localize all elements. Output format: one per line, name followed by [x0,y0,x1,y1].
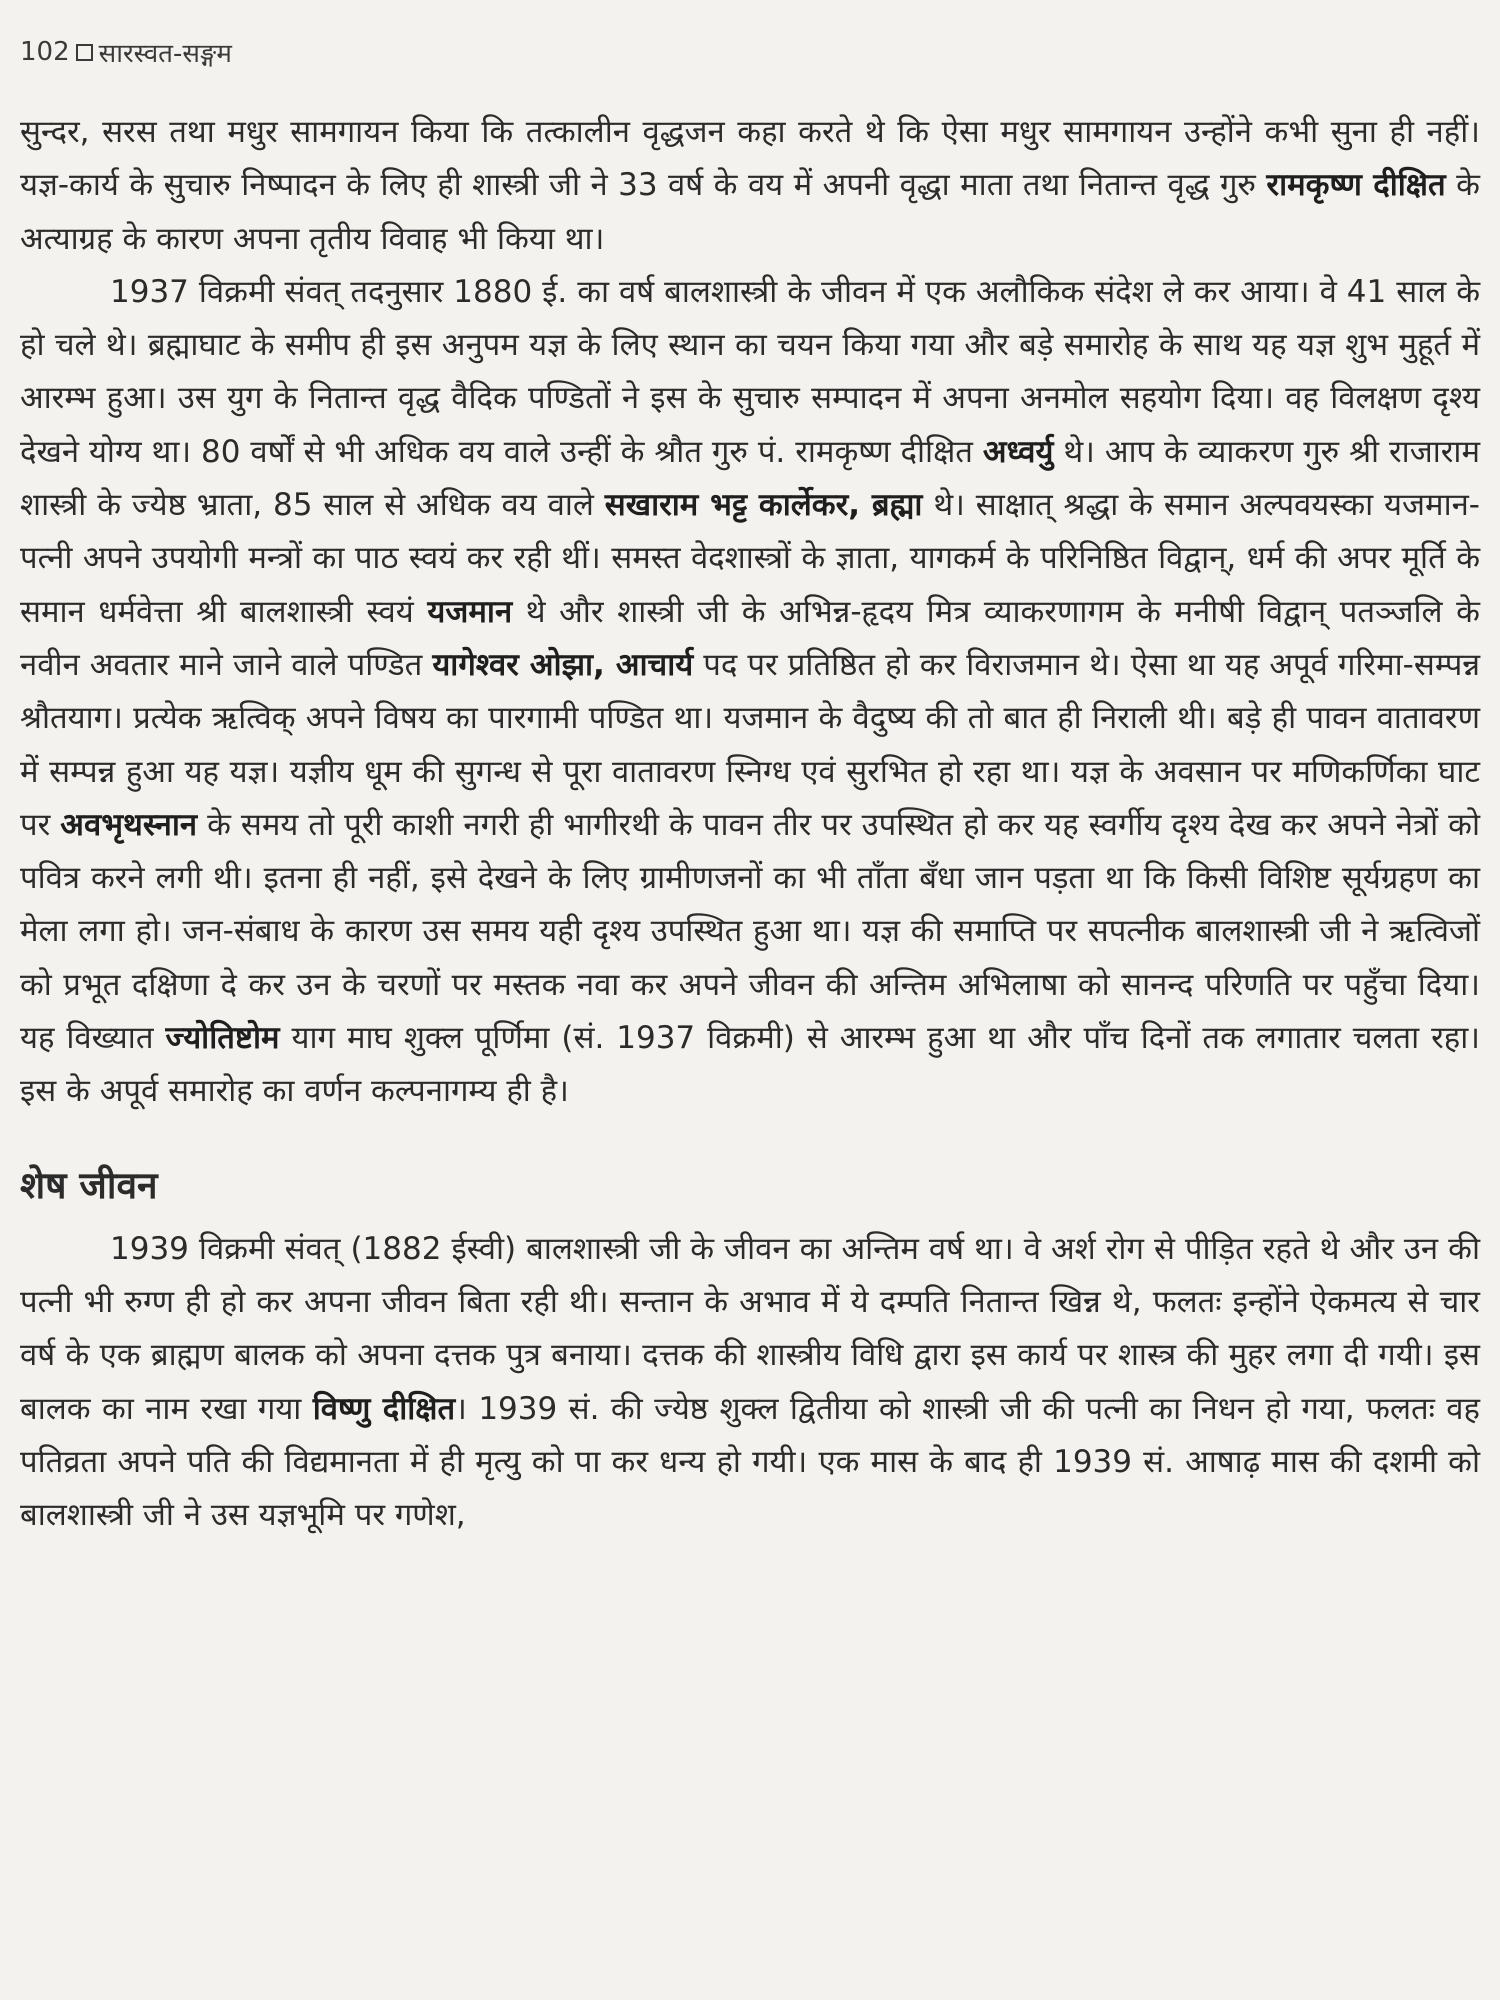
para2-bold2: सखाराम भट्ट कार्लेकर, ब्रह्मा [604,487,923,524]
para2-bold5: अवभृथस्नान [60,806,198,843]
para3-seg1: 1939 विक्रमी संवत् (1882 ईस्वी) बालशास्त्री जी के जीवन का अन्तिम वर्ष था। वे अर्श रोग से पीड़ित रहते थे और उन की पत्नी भी रुग्ण ही हो कर अपना जीवन बिता रही थी। सन्तान के अभाव में ये दम्पति नितान्त खिन्न थे, फलतः इन्होंने ऐकमत्य से चार वर्ष के एक ब्राह्मण बालक को अपना दत्तक पुत्र बनाया। दत्तक की शास्त्रीय विधि द्वारा इस कार्य पर शास्त्र की मुहर लगा दी गयी। इस बालक का नाम रखा गया [20,1230,1480,1427]
paragraph-2 [20,266,1480,1119]
para2-seg4: थे और शास्त्री जी के अभिन्न-हृदय मित्र व्याकरणागम के मनीषी विद्वान् पतञ्जलि के नवीन अवतार माने जाने वाले पण्डित [20,593,1480,683]
paragraph-1 [20,106,1480,266]
para2-seg3: थे। साक्षात् श्रद्धा के समान अल्पवयस्का यजमान-पत्नी अपने उपयोगी मन्त्रों का पाठ स्वयं कर रही थीं। समस्त वेदशास्त्रों के ज्ञाता, यागकर्म के परिनिष्ठित विद्वान्, धर्म की अपर मूर्ति के समान धर्मवेत्ता श्री बालशास्त्री स्वयं [20,487,1480,630]
para2-bold3: यजमान [427,593,513,630]
para2-seg2: थे। आप के व्याकरण गुरु श्री राजाराम शास्त्री के ज्येष्ठ भ्राता, 85 साल से अधिक वय वाले [20,433,1480,524]
para2-seg7: याग माघ शुक्ल पूर्णिमा (सं. 1937 विक्रमी) से आरम्भ हुआ था और पाँच दिनों तक लगातार चलता रहा। इस के अपूर्व समारोह का वर्णन कल्पनागम्य ही है। [20,1020,1480,1110]
para2-seg5: पद पर प्रतिष्ठित हो कर विराजमान थे। ऐसा था यह अपूर्व गरिमा-सम्पन्न श्रौतयाग। प्रत्येक ऋत्विक् अपने विषय का पारगामी पण्डित था। यजमान के वैदुष्य की तो बात ही निराली थी। बड़े ही पावन वातावरण में सम्पन्न हुआ यह यज्ञ। यज्ञीय धूम की सुगन्ध से पूरा वातावरण स्निग्ध एवं सुरभित हो रहा था। यज्ञ के अवसान पर मणिकर्णिका घाट पर [20,646,1480,843]
page-number: 102 [20,37,70,67]
header-box-ornament [76,44,93,61]
running-header [20,34,232,70]
para1-bold-name: रामकृष्ण दीक्षित [1266,167,1446,204]
para3-seg2: । 1939 सं. की ज्येष्ठ शुक्ल द्वितीया को शास्त्री जी की पत्नी का निधन हो गया, फलतः वह पतिव्रता अपने पति की विद्यमानता में ही मृत्यु को पा कर धन्य हो गयी। एक मास के बाद ही 1939 सं. आषाढ़ मास की दशमी को बालशास्त्री जी ने उस यज्ञभूमि पर गणेश, [20,1390,1480,1534]
para2-bold6: ज्योतिष्टोम [165,1020,280,1057]
para2-seg6: के समय तो पूरी काशी नगरी ही भागीरथी के पावन तीर पर उपस्थित हो कर यह स्वर्गीय दृश्य देख कर अपने नेत्रों को पवित्र करने लगी थी। इतना ही नहीं, इसे देखने के लिए ग्रामीणजनों का भी ताँता बँधा जान पड़ता था कि किसी विशिष्ट सूर्यग्रहण का मेला लगा हो। जन-संबाध के कारण उस समय यही दृश्य उपस्थित हुआ था। यज्ञ की समाप्ति पर सपत्नीक बालशास्त्री जी ने ऋत्विजों को प्रभूत दक्षिणा दे कर उन के चरणों पर मस्तक नवा कर अपने जीवन की अन्तिम अभिलाषा को सानन्द परिणति पर पहुँचा दिया। यह विख्यात [20,806,1480,1057]
section-heading: शेष जीवन [20,1163,158,1207]
paragraph-3 [20,1223,1480,1543]
para2-seg1: 1937 विक्रमी संवत् तदनुसार 1880 ई. का वर्ष बालशास्त्री के जीवन में एक अलौकिक संदेश ले कर आया। वे 41 साल के हो चले थे। ब्रह्माघाट के समीप ही इस अनुपम यज्ञ के लिए स्थान का चयन किया गया और बड़े समारोह के साथ यह यज्ञ शुभ मुहूर्त में आरम्भ हुआ। उस युग के नितान्त वृद्ध वैदिक पण्डितों ने इस के सुचारु सम्पादन में अपना अनमोल सहयोग दिया। वह विलक्षण दृश्य देखने योग्य था। 80 वर्षों से भी अधिक वय वाले उन्हीं के श्रौत गुरु पं. रामकृष्ण दीक्षित [20,273,1480,470]
para3-bold1: विष्णु दीक्षित [312,1390,456,1427]
para1-text-end: के अत्याग्रह के कारण अपना तृतीय विवाह भी किया था। [20,167,1480,257]
book-title: सारस्वत-सङ्गम [98,39,232,69]
para2-bold4: यागेश्वर ओझा, आचार्य [432,646,694,683]
page-body [20,106,1480,1542]
para1-text: सुन्दर, सरस तथा मधुर सामगायन किया कि तत्कालीन वृद्धजन कहा करते थे कि ऐसा मधुर सामगायन उन्होंने कभी सुना ही नहीं। यज्ञ-कार्य के सुचारु निष्पादन के लिए ही शास्त्री जी ने 33 वर्ष के वय में अपनी वृद्धा माता तथा नितान्त वृद्ध गुरु [20,114,1480,204]
para2-bold1: अध्वर्यु [982,433,1054,470]
